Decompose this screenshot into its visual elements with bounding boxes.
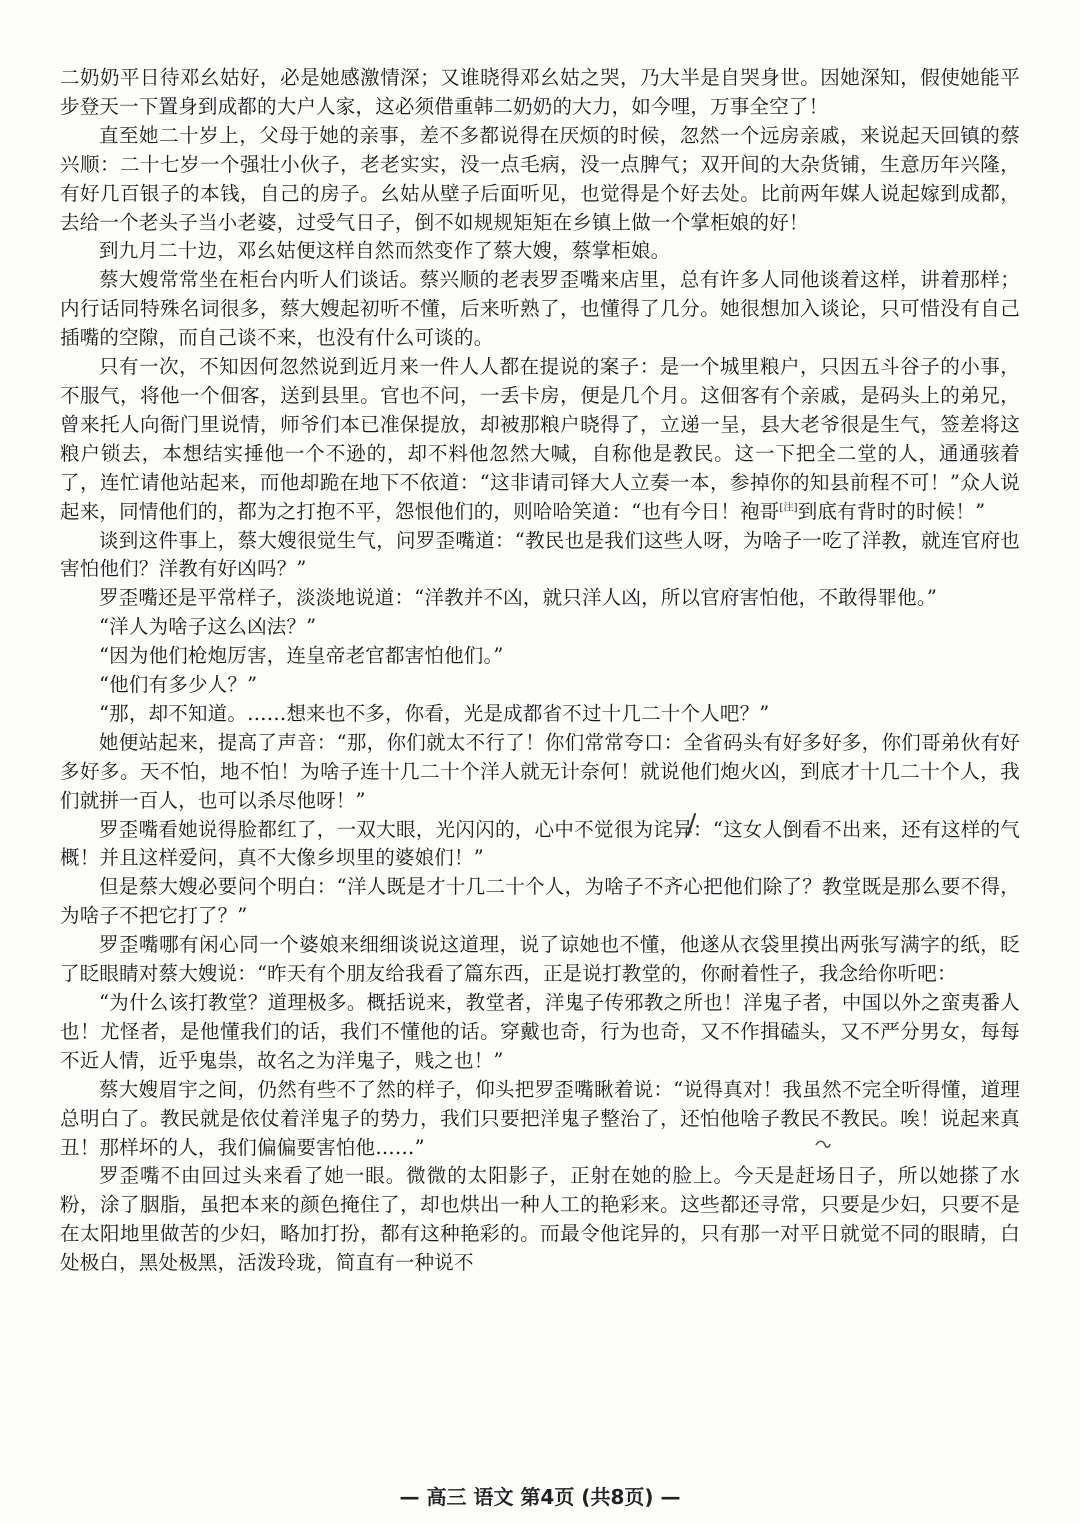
dialogue-line: “洋人为啥子这么凶法？” — [99, 615, 317, 639]
pen-mark — [684, 812, 698, 838]
paragraph: 罗歪嘴哪有闲心同一个婆娘来细细谈说这道理，说了谅她也不懂，他遂从衣袋里摸出两张写满字的纸，眨了眨眼睛对蔡大嫂说：“昨天有个朋友给我看了篇东西，正是说打教堂的，你耐着性子，我念给你听吧： — [60, 933, 1020, 986]
dialogue-line: “那，却不知道。……想来也不多，你看，光是成都省不过十几二十个人吧？” — [99, 701, 770, 725]
footnote-marker: [注] — [779, 502, 798, 514]
paragraph-text-after-note: 到底有背时的时候！” — [797, 499, 986, 523]
paragraph: 蔡大嫂常常坐在柜台内听人们谈话。蔡兴顺的老表罗歪嘴来店里，总有许多人同他谈着这样，讲着那样；内行话同特殊名词很多，蔡大嫂起初听不懂，后来听熟了，也懂得了几分。她很想加入谈论，只可惜没有自己插嘴的空隙，而自己谈不来，也没有什么可谈的。 — [60, 268, 1020, 350]
paragraph: 二奶奶平日待邓幺姑好，必是她感激情深；又谁晓得邓幺姑之哭，乃大半是自哭身世。因她深知，假使她能平步登天一下置身到成都的大户人家，这必须借重韩二奶奶的大力，如今哩，万事全空了！ — [60, 66, 1020, 118]
paragraph: 直至她二十岁上，父母于她的亲事，差不多都说得在厌烦的时候，忽然一个远房亲戚，来说起天回镇的蔡兴顺：二十七岁一个强壮小伙子，老老实实，没一点毛病，没一点脾气；双开间的大杂货铺，生意历年兴隆，有好几百银子的本钱，自己的房子。幺姑从壁子后面听见，也觉得是个好去处。比前两年媒人说起嫁到成都，去给一个老头子当小老婆，过受气日子，倒不如规规矩矩在乡镇上做一个掌柜娘的好！ — [60, 123, 1020, 234]
paragraph: 她便站起来，提高了声音：“那，你们就太不行了！你们常常夸口：全省码头有好多好多，你们哥弟伙有好多好多。天不怕，地不怕！为啥子连十几二十个洋人就无计奈何！就说他们炮火凶，到底才十几二十个人，我们就拼一百人，也可以杀尽他呀！” — [60, 730, 1020, 812]
paragraph: 蔡大嫂眉宇之间，仍然有些不了然的样子，仰头把罗歪嘴瞅着说：“说得真对！我虽然不完全听得懂，道理总明白了。教民就是依仗着洋鬼子的势力，我们只要把洋鬼子整治了，还怕他啥子教民不教民。唉！说起来真丑！那样坏的人，我们偏偏要害怕他……” — [60, 1077, 1020, 1159]
reading-passage — [60, 64, 1020, 1278]
paragraph: 罗歪嘴不由回过头来看了她一眼。微微的太阳影子，正射在她的脸上。今天是赶场日子，所以她搽了水粉，涂了胭脂，虽把本来的颜色掩住了，却也烘出一种人工的艳彩来。这些都还寻常，只要是少妇，只要不是在太阳地里做苦的少妇，略加打扮，都有这种艳彩的。而最令他诧异的，只有那一对平日就觉不同的眼睛，白处极白，黑处极黑，活泼玲珑，简直有一种说不 — [60, 1164, 1020, 1275]
paragraph: 罗歪嘴看她说得脸都红了，一双大眼，光闪闪的，心中不觉很为诧异：“这女人倒看不出来，还有这样的气概！并且这样爱问，真不大像乡坝里的婆娘们！” — [60, 817, 1020, 870]
pen-mark — [814, 1138, 832, 1152]
page-footer: — 高三 语文 第4页 (共8页) — — [399, 1485, 681, 1509]
quoted-text: “为什么该打教堂？道理极多。概括说来，教堂者，洋鬼子传邪教之所也！洋鬼子者，中国以外之蛮夷番人也！尤怪者，是他懂我们的话，我们不懂他的话。穿戴也奇，行为也奇，又不作揖磕头，又不严分男女，每每不近人情，近乎鬼祟，故名之为洋鬼子，贱之也！” — [60, 991, 1020, 1072]
paragraph: 但是蔡大嫂必要问个明白：“洋人既是才十几二十个人，为啥子不齐心把他们除了？教堂既是那么要不得，为啥子不把它打了？” — [60, 875, 1020, 928]
dialogue-line: “他们有多少人？” — [99, 673, 258, 697]
paragraph: 谈到这件事上，蔡大嫂很觉生气，问罗歪嘴道：“教民也是我们这些人呀，为啥子一吃了洋教，就连官府也害怕他们？洋教有好凶吗？” — [60, 528, 1020, 581]
paragraph-text: 只有一次，不知因何忽然说到近月来一件人人都在提说的案子：是一个城里粮户，只因五斗谷子的小事，不服气，将他一个佃客，送到县里。官也不问，一丢卡房，便是几个月。这佃客有个亲戚，是码头上的弟兄，曾来托人向衙门里说情，师爷们本已准保提放，却被那粮户晓得了，立递一呈，县大老爷很是生气，签差将这粮户锁去，本想结实捶他一个不逊的，却不料他忽然大喊，自称他是教民。这一下把全二堂的人，通通骇着了，连忙请他站起来，而他却跪在地下不依道：“这非请司铎大人立奏一本，参掉你的知县前程不可！”众人说起来，同情他们的，都为之打抱不平，怨恨他们的，则哈哈笑道：“也有今日！袍哥 — [60, 355, 1020, 523]
paragraph: 到九月二十边，邓幺姑便这样自然而然变作了蔡大嫂，蔡掌柜娘。 — [99, 239, 671, 263]
paragraph: 罗歪嘴还是平常样子，淡淡地说道：“洋教并不凶，就只洋人凶，所以官府害怕他，不敢得罪他。” — [99, 586, 937, 610]
dialogue-line: “因为他们枪炮厉害，连皇帝老官都害怕他们。” — [99, 644, 504, 668]
paragraph — [60, 353, 1020, 526]
